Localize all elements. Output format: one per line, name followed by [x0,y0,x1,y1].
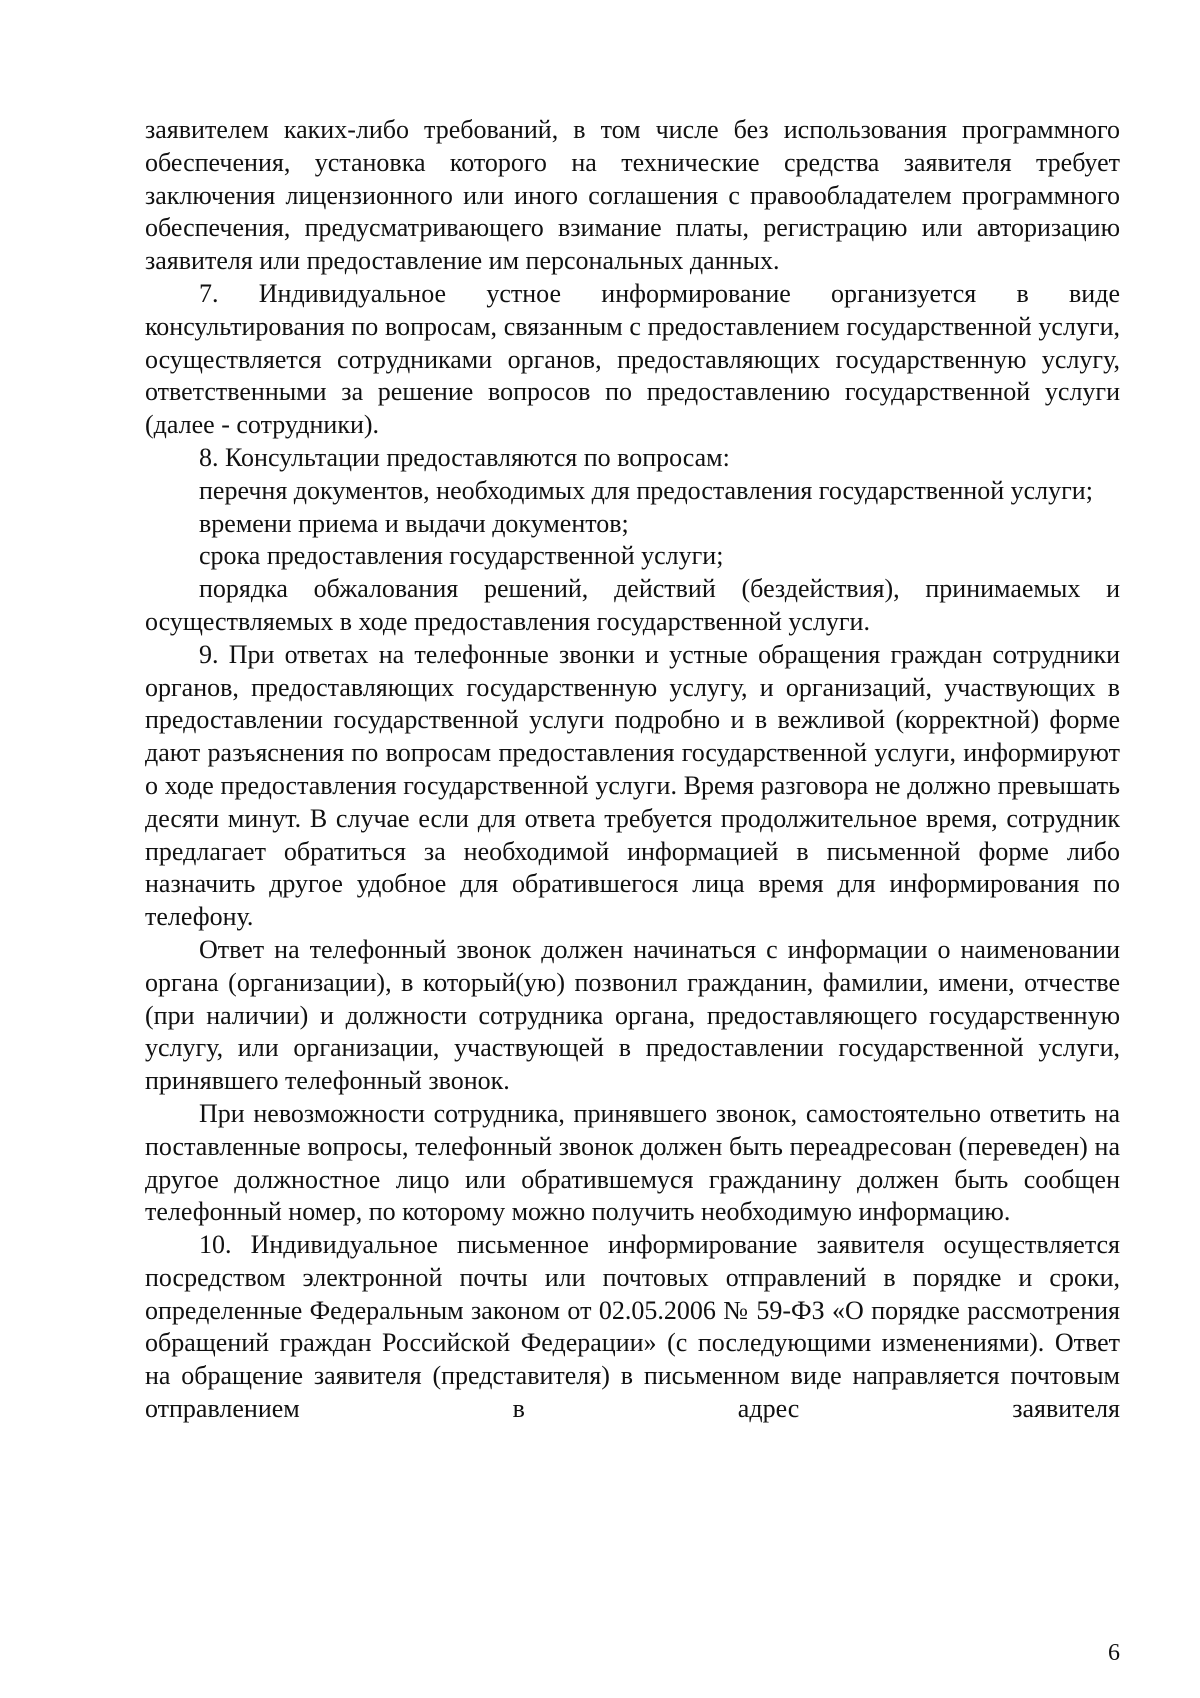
page-number: 6 [1108,1640,1120,1666]
consultation-item-time: времени приема и выдачи документов; [199,508,629,538]
consultation-item-term: срока предоставления государственной услуги; [199,541,724,571]
consultation-item-appeal: порядка обжалования решений, действий (бездействия), принимаемых и осуществляемых в ходе предоставления государственной услуги. [145,574,1120,636]
paragraph-9-phone-answers: 9. При ответах на телефонные звонки и устные обращения граждан сотрудники органов, предоставляющих государственную услугу, и организаций, участвующих в предоставлении государственной услуги подробно и в вежливой (корректной) форме дают разъяснения по вопросам предоставления государственной услуги, информируют о ходе предоставления государственной услуги. Время разговора не должно превышать десяти минут. В случае если для ответа требуется продолжительное время, сотрудник предлагает обратиться за необходимой информацией в письменной форме либо назначить другое удобное для обратившегося лица время для информирования по телефону. [145,639,1120,932]
paragraph-call-response: Ответ на телефонный звонок должен начинаться с информации о наименовании органа (организации), в который(ую) позвонил гражданин, фамилии, имени, отчестве (при наличии) и должности сотрудника органа, предоставляющего государственную услугу, или организации, участвующей в предоставлении государственной услуги, принявшего телефонный звонок. [145,934,1120,1096]
paragraph-8-consultations: 8. Консультации предоставляются по вопросам: [199,442,730,472]
paragraph-10-written-information: 10. Индивидуальное письменное информирование заявителя осуществляется посредством электронной почты или почтовых отправлений в порядке и сроки, определенные Федеральным законом от 02.05.2006 № 59-ФЗ «О порядке рассмотрения обращений граждан Российской Федерации» (с последующими изменениями). Ответ на обращение заявителя (представителя) в письменном виде направляется почтовым отправлением в адрес заявителя [145,1230,1120,1424]
consultation-item-documents: перечня документов, необходимых для предоставления государственной услуги; [199,475,1093,505]
paragraph-7-oral-information: 7. Индивидуальное устное информирование организуется в виде консультирования по вопросам, связанным с предоставлением государственной услуги, осуществляется сотрудниками органов, предоставляющих государственную услугу, ответственными за решение вопросов по предоставлению государственной услуги (далее - сотрудники). [145,278,1120,440]
paragraph-call-redirect: При невозможности сотрудника, принявшего звонок, самостоятельно ответить на поставленные вопросы, телефонный звонок должен быть переадресован (переведен) на другое должностное лицо или обратившемуся гражданину должен быть сообщен телефонный номер, по которому можно получить необходимую информацию. [145,1098,1120,1227]
paragraph-requirements-continuation: заявителем каких-либо требований, в том числе без использования программного обеспечения, установка которого на технические средства заявителя требует заключения лицензионного или иного соглашения с правообладателем программного обеспечения, предусматривающего взимание платы, регистрацию или авторизацию заявителя или предоставление им персональных данных. [145,115,1120,276]
document-body [145,114,1120,1426]
